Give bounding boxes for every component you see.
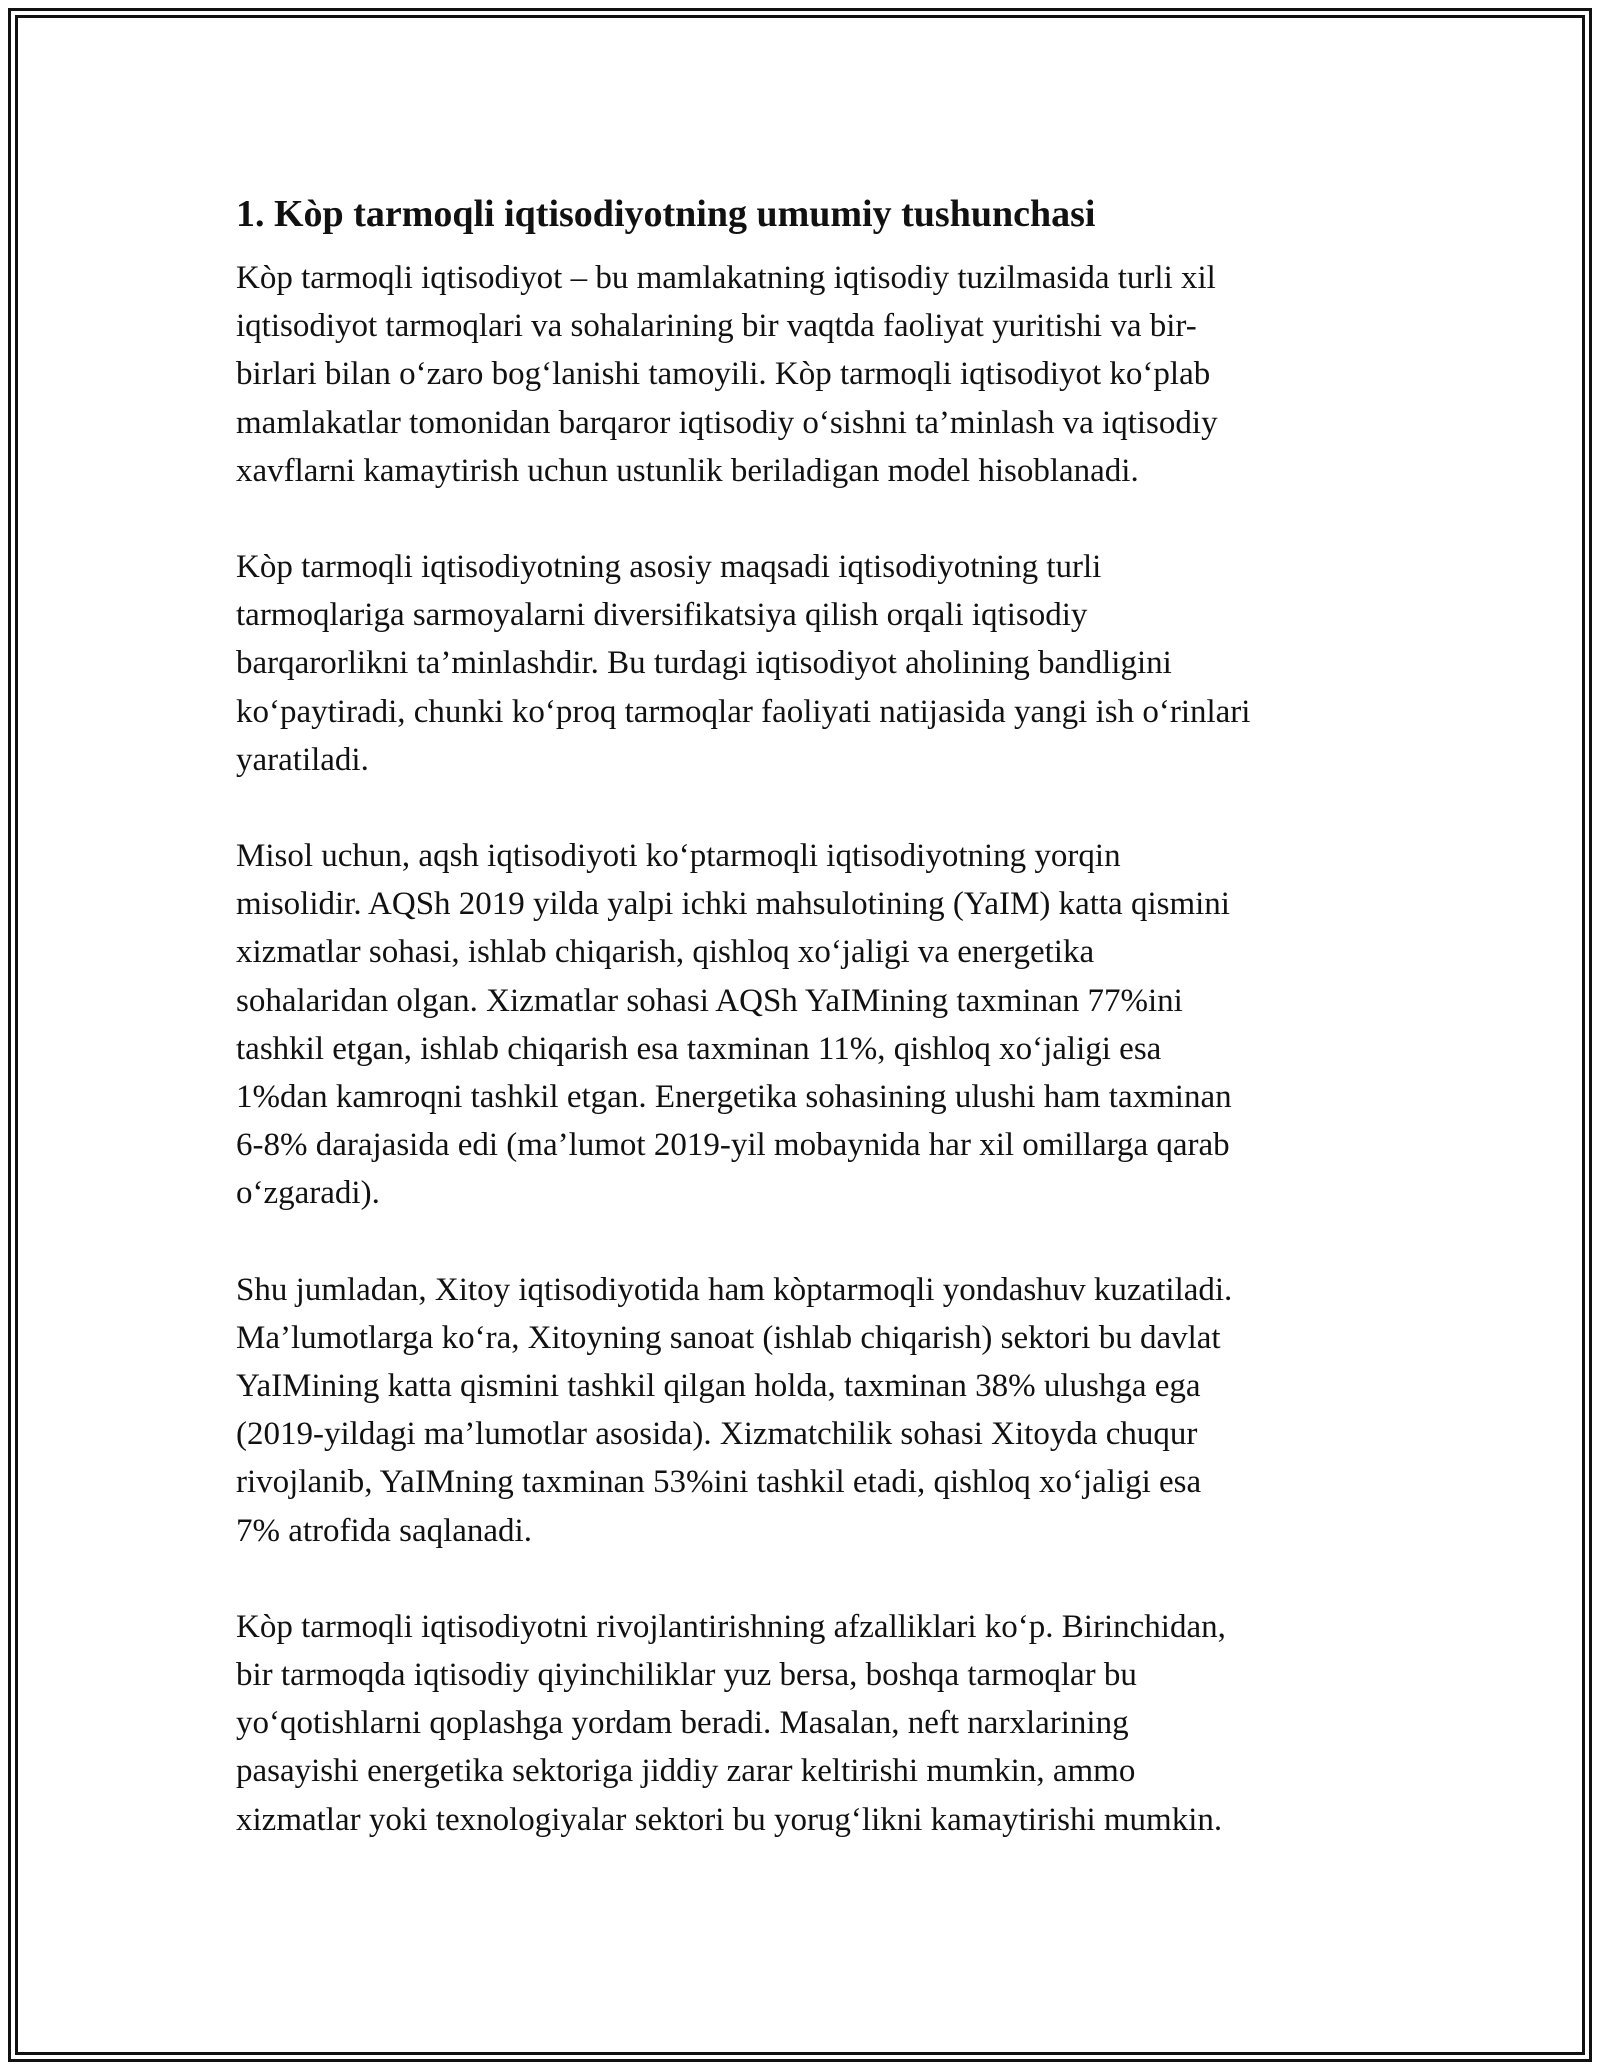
paragraph-usa-example: Misol uchun, aqsh iqtisodiyoti ko‘ptarmoqli iqtisodiyotning yorqin misolidir. AQSh 2019 yilda yalpi ichki mahsulotining (YaIM) katta qismini xizmatlar sohasi, ishlab chiqarish, qishloq xo‘jaligi va energetika sohalaridan olgan. Xizmatlar sohasi AQSh YaIMining taxminan 77%ini tashkil etgan, ishlab chiqarish esa taxminan 11%, qishloq xo‘jaligi esa 1%dan kamroqni tashkil etgan. Energetika sohasining ulushi ham taxminan 6-8% darajasida edi (ma’lumot 2019-yil mobaynida har xil omillarga qarab o‘zgaradi). <box>236 838 1232 1212</box>
paragraph-advantages: Kòp tarmoqli iqtisodiyotni rivojlantirishning afzalliklari ko‘p. Birinchidan, bir tarmoqda iqtisodiy qiyinchiliklar yuz bersa, boshqa tarmoqlar bu yo‘qotishlarni qoplashga yordam beradi. Masalan, neft narxlarining pasayishi energetika sektoriga jiddiy zarar keltirishi mumkin, ammo xizmatlar yoki texnologiyalar sektori bu yorug‘likni kamaytirishi mumkin. <box>236 1608 1226 1838</box>
paragraph-main-goal: Kòp tarmoqli iqtisodiyotning asosiy maqsadi iqtisodiyotning turli tarmoqlariga sarmoyalarni diversifikatsiya qilish orqali iqtisodiy barqarorlikni ta’minlashdir. Bu turdagi iqtisodiyot aholining bandligini ko‘paytiradi, chunki ko‘proq tarmoqlar faoliyati natijasida yangi ish o‘rinlari yaratiladi. <box>236 549 1251 778</box>
paragraph-definition: Kòp tarmoqli iqtisodiyot – bu mamlakatning iqtisodiy tuzilmasida turli xil iqtisodiyot tarmoqlari va sohalarining bir vaqtda faoliyat yuritishi va bir- birlari bilan o‘zaro bog‘lanishi tamoyili. Kòp tarmoqli iqtisodiyot ko‘plab mamlakatlar tomonidan barqaror iqtisodiy o‘sishni ta’minlash va iqtisodiy xavflarni kamaytirish uchun ustunlik beriladigan model hisoblanadi. <box>236 260 1218 489</box>
document-body <box>236 188 1386 1844</box>
paragraph-china-example: Shu jumladan, Xitoy iqtisodiyotida ham kòptarmoqli yondashuv kuzatiladi. Ma’lumotlarga ko‘ra, Xitoyning sanoat (ishlab chiqarish) sektori bu davlat YaIMining katta qismini tashkil qilgan holda, taxminan 38% ulushga ega (2019-yildagi ma’lumotlar asosida). Xizmatchilik sohasi Xitoyda chuqur rivojlanib, YaIMning taxminan 53%ini tashkil etadi, qishloq xo‘jaligi esa 7% atrofida saqlanadi. <box>236 1271 1233 1549</box>
section-heading: 1. Kòp tarmoqli iqtisodiyotning umumiy tushunchasi <box>236 193 1096 235</box>
